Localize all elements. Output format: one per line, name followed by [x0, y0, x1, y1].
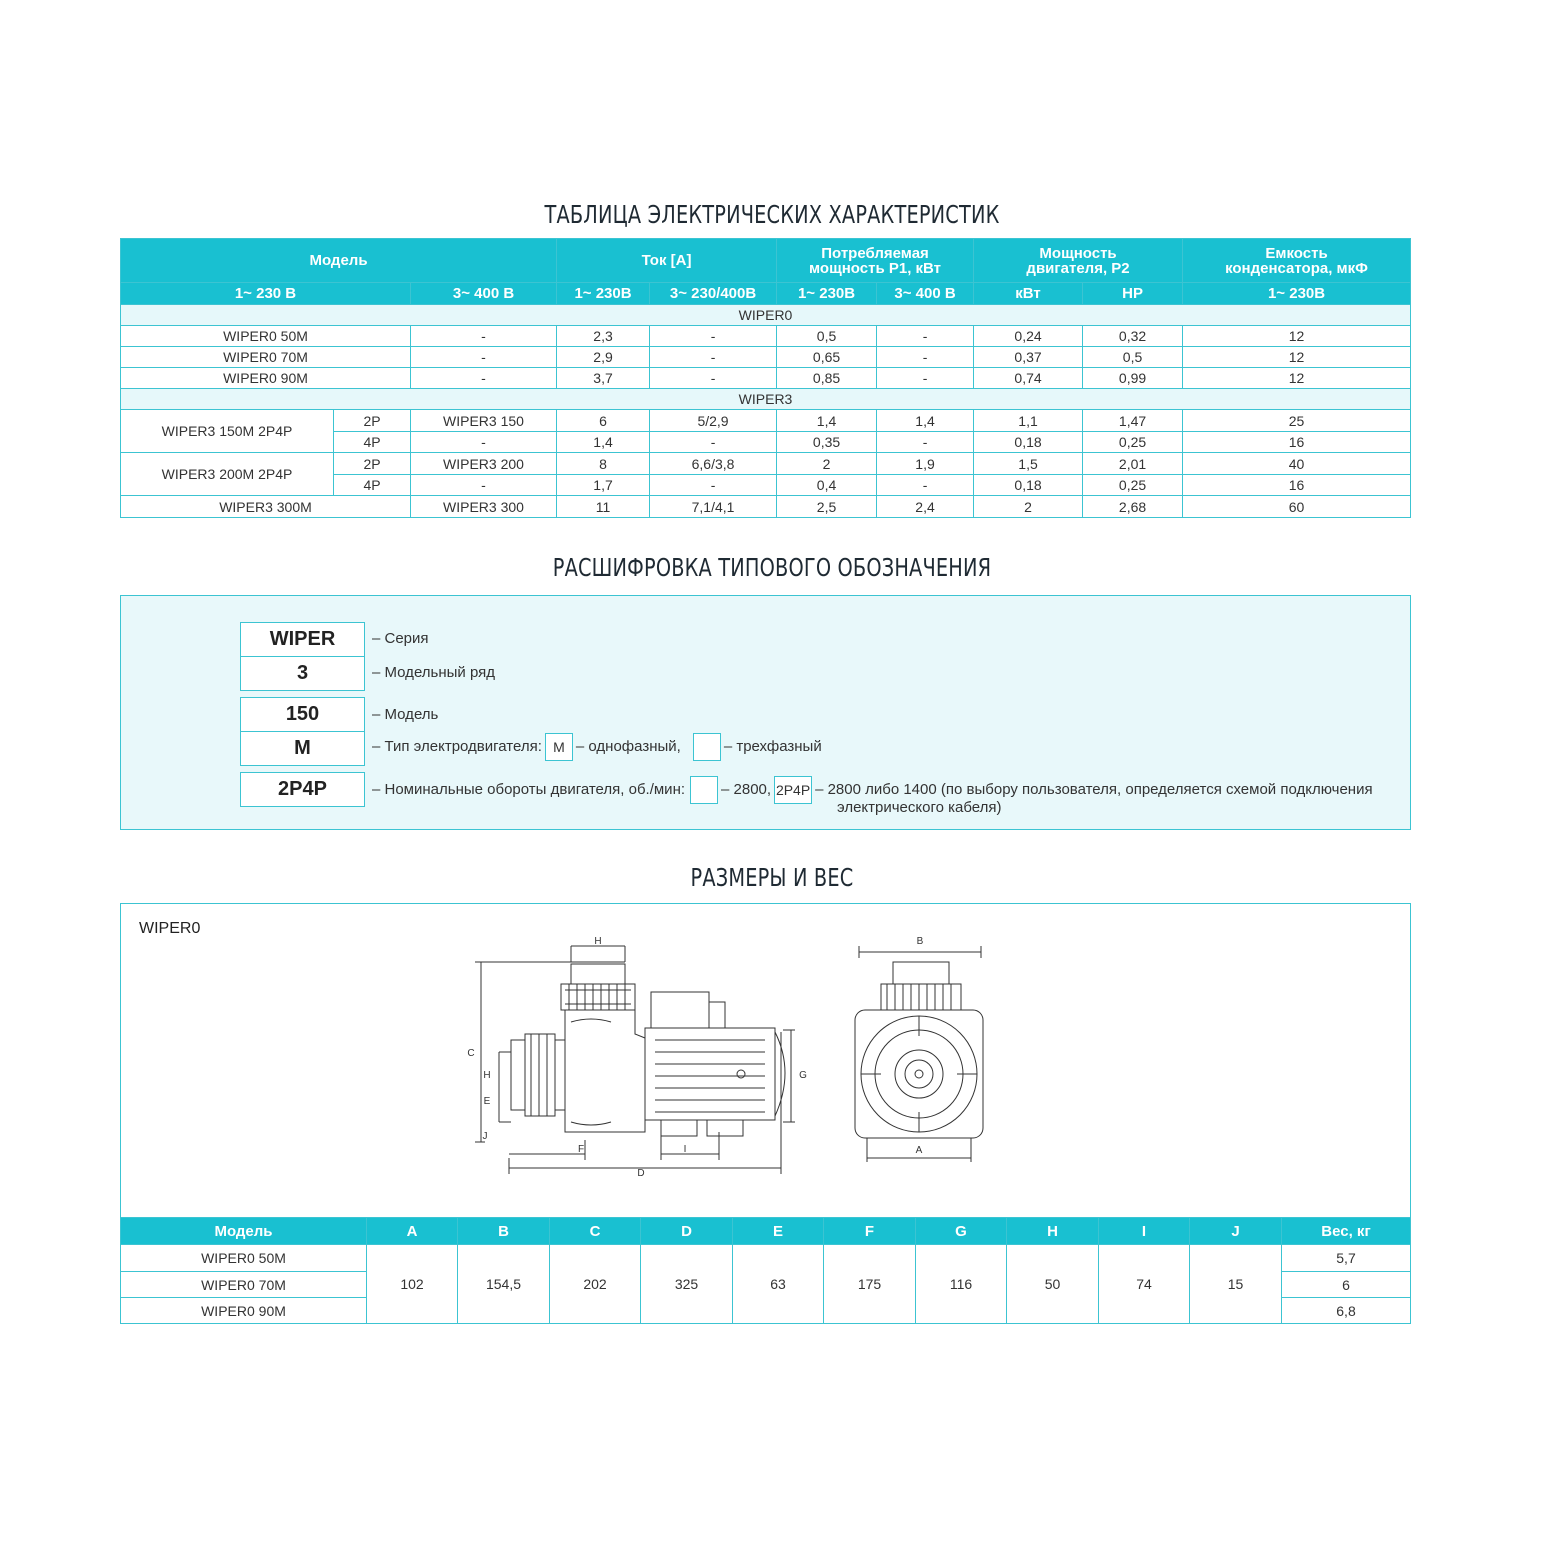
dim-label-i: I	[683, 1144, 687, 1155]
subheader-cell: 1~ 230В	[777, 283, 877, 305]
code-speed: 2P4P	[240, 772, 365, 807]
table-row: WIPER0 90M 6,8	[121, 1298, 1411, 1324]
subheader-cell: 3~ 400 В	[877, 283, 974, 305]
desc-motor: – Тип электродвигателя: M – однофазный, – трехфазный	[372, 733, 822, 761]
dim-label-e: E	[483, 1096, 491, 1107]
dim-label-c: C	[467, 1048, 475, 1059]
electrical-table-title: ТАБЛИЦА ЭЛЕКТРИЧЕСКИХ ХАРАКТЕРИСТИК	[544, 200, 1000, 229]
code-motor: M	[240, 731, 365, 766]
table-row: WIPER3 200M 2P4P 2P WIPER3 200 8 6,6/3,8 2 1,9 1,5 2,01 40	[121, 453, 1411, 475]
subheader-cell: 3~ 230/400В	[650, 283, 777, 305]
table-row: WIPER0 90M - 3,7 - 0,85 - 0,74 0,99 12	[121, 368, 1411, 389]
desc-range: – Модельный ряд	[372, 664, 496, 681]
decode-title: РАСШИФРОВКА ТИПОВОГО ОБОЗНАЧЕНИЯ	[552, 553, 992, 582]
dims-header-cell: I	[1099, 1218, 1190, 1245]
subheader-cell: 1~ 230 В	[121, 283, 411, 305]
code-model: 150	[240, 697, 365, 732]
dimensions-panel	[120, 903, 1411, 1219]
desc-speed: – Номинальные обороты двигателя, об./мин: – 2800, 2P4P – 2800 либо 1400 (по выбору пользователя, определяется схемой подключения	[372, 776, 1373, 804]
header-current: Ток [A]	[557, 239, 777, 283]
subheader-cell: 3~ 400 В	[411, 283, 557, 305]
table-row: WIPER0 70M 6	[121, 1272, 1411, 1298]
dims-header-cell: Вес, кг	[1282, 1218, 1411, 1245]
series-label: WIPER0	[139, 920, 201, 937]
table-row: WIPER0 50M - 2,3 - 0,5 - 0,24 0,32 12	[121, 326, 1411, 347]
table-row: 4P - 1,4 - 0,35 - 0,18 0,25 16	[121, 432, 1411, 453]
group-label-wiper0: WIPER0	[121, 305, 1411, 326]
header-model: Модель	[121, 239, 557, 283]
dim-label-d: D	[637, 1168, 645, 1179]
header-p1: Потребляемая мощность Р1, кВт	[777, 239, 974, 283]
dim-label-h-top: H	[594, 936, 602, 947]
dims-header-cell: A	[367, 1218, 458, 1245]
code-series: WIPER	[240, 622, 365, 657]
dims-header-cell: G	[916, 1218, 1007, 1245]
subheader-cell: 1~ 230В	[557, 283, 650, 305]
table-row: WIPER0 70M - 2,9 - 0,65 - 0,37 0,5 12	[121, 347, 1411, 368]
table-row: 4P - 1,7 - 0,4 - 0,18 0,25 16	[121, 475, 1411, 496]
single-phase-box: M	[545, 733, 573, 761]
desc-series: – Серия	[372, 630, 429, 647]
dimensions-table	[120, 1217, 1411, 1324]
table-row: WIPER3 150M 2P4P 2P WIPER3 150 6 5/2,9 1,4 1,4 1,1 1,47 25	[121, 410, 1411, 432]
speed-2p4p-box: 2P4P	[774, 776, 812, 804]
dims-header-cell: F	[824, 1218, 916, 1245]
dims-header-cell: Модель	[121, 1218, 367, 1245]
table-row: WIPER3 300M WIPER3 300 11 7,1/4,1 2,5 2,4 2 2,68 60	[121, 496, 1411, 518]
sizes-title: РАЗМЕРЫ И ВЕС	[690, 863, 854, 892]
dim-label-b: B	[916, 936, 924, 947]
pump-front-view-drawing	[845, 932, 1005, 1162]
subheader-cell: кВт	[974, 283, 1083, 305]
dims-header-cell: D	[641, 1218, 733, 1245]
dims-header-cell: C	[550, 1218, 641, 1245]
dims-header-cell: J	[1190, 1218, 1282, 1245]
pump-side-view-drawing	[461, 932, 821, 1192]
dim-label-g: G	[799, 1070, 807, 1081]
dim-label-j: J	[482, 1131, 488, 1142]
dim-label-a: A	[915, 1145, 923, 1156]
dims-header-cell: E	[733, 1218, 824, 1245]
header-p2: Мощность двигателя, Р2	[974, 239, 1183, 283]
group-label-wiper3: WIPER3	[121, 389, 1411, 410]
code-range: 3	[240, 656, 365, 691]
electrical-characteristics-table	[120, 238, 1411, 518]
three-phase-box	[693, 733, 721, 761]
speed-2800-box	[690, 776, 718, 804]
dim-label-h: H	[483, 1070, 491, 1081]
dim-label-f: F	[577, 1144, 585, 1155]
dims-header-cell: H	[1007, 1218, 1099, 1245]
desc-speed-cont: электрического кабеля)	[837, 799, 1002, 816]
desc-model: – Модель	[372, 706, 439, 723]
header-capacitor: Емкость конденсатора, мкФ	[1183, 239, 1411, 283]
dims-header-cell: B	[458, 1218, 550, 1245]
subheader-cell: HP	[1083, 283, 1183, 305]
subheader-cell: 1~ 230В	[1183, 283, 1411, 305]
table-row: WIPER0 50M 102 154,5 202 325 63 175 116 50 74 15 5,7	[121, 1245, 1411, 1272]
type-decode-panel	[120, 595, 1411, 830]
